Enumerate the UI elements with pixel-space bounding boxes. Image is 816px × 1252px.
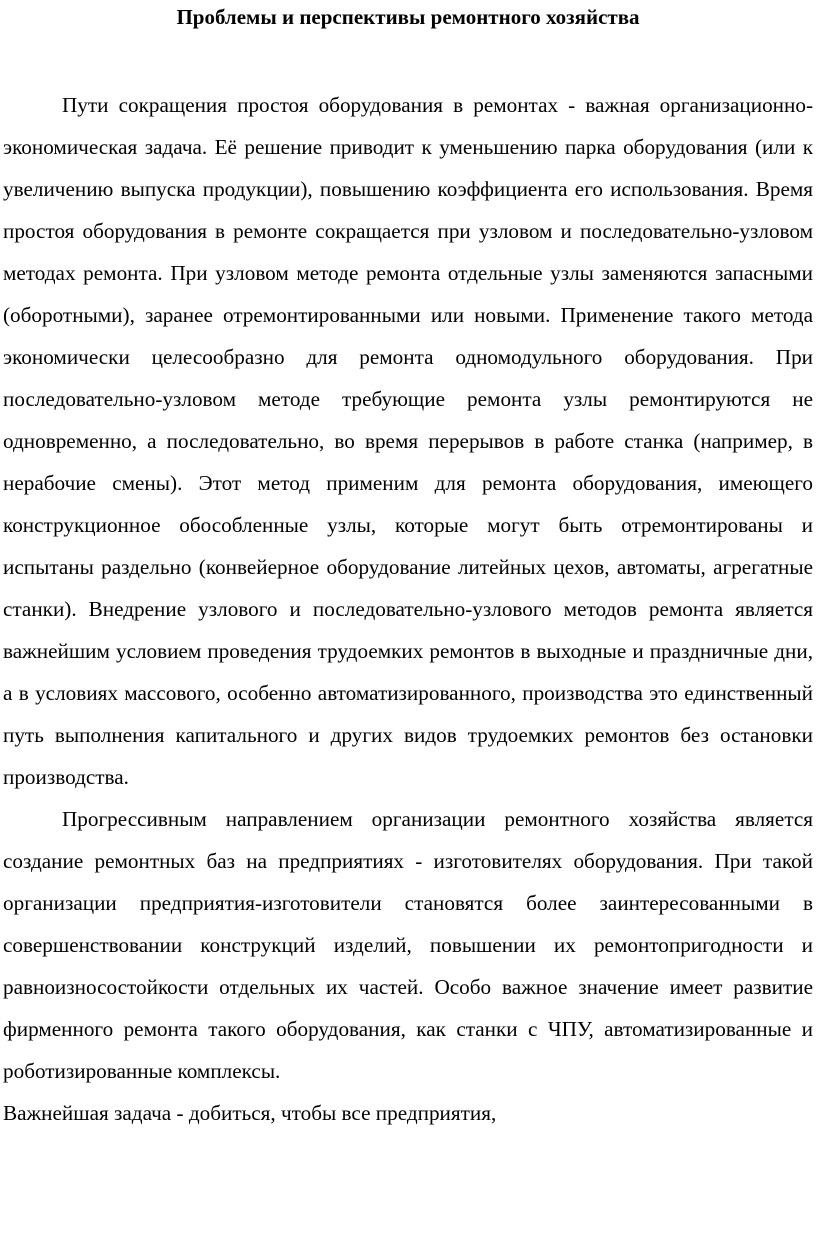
paragraph-main-task: Важнейшая задача - добиться, чтобы все предприятия, bbox=[3, 1101, 497, 1125]
paragraph-repair-bases: Прогрессивным направлением организации ремонтного хозяйства является создание ремонтных баз на предприятиях - изготовителях оборудования. При такой организации предприятия-изготовители становятся более заинтересованными в совершенствовании конструкций изделий, повышении их ремонтопригодности и равноизносостойкости отдельных их частей. Особо важное значение имеет развитие фирменного ремонта такого оборудования, как станки с ЧПУ, автоматизированные и роботизированные комплексы. bbox=[3, 807, 813, 1083]
page-title: Проблемы и перспективы ремонтного хозяйства bbox=[176, 5, 640, 29]
paragraph-repair-methods: Пути сокращения простоя оборудования в ремонтах - важная организационно-экономическая задача. Её решение приводит к уменьшению парка оборудования (или к увеличению выпуска продукции), повышению коэффициента его использования. Время простоя оборудования в ремонте сокращается при узловом и последовательно-узловом методах ремонта. При узловом методе ремонта отдельные узлы заменяются запасными (оборотными), заранее отремонтированными или новыми. Применение такого метода экономически целесообразно для ремонта одномодульного оборудования. При последовательно-узловом методе требующие ремонта узлы ремонтируются не одновременно, а последовательно, во время перерывов в работе станка (например, в нерабочие смены). Этот метод применим для ремонта оборудования, имеющего конструкционное обособленные узлы, которые могут быть отремонтированы и испытаны раздельно (конвейерное оборудование литейных цехов, автоматы, агрегатные станки). Внедрение узлового и последовательно-узлового методов ремонта является важнейшим условием проведения трудоемких ремонтов в выходные и праздничные дни, а в условиях массового, особенно автоматизированного, производства это единственный путь выполнения капитального и других видов трудоемких ремонтов без остановки производства. bbox=[3, 93, 813, 789]
